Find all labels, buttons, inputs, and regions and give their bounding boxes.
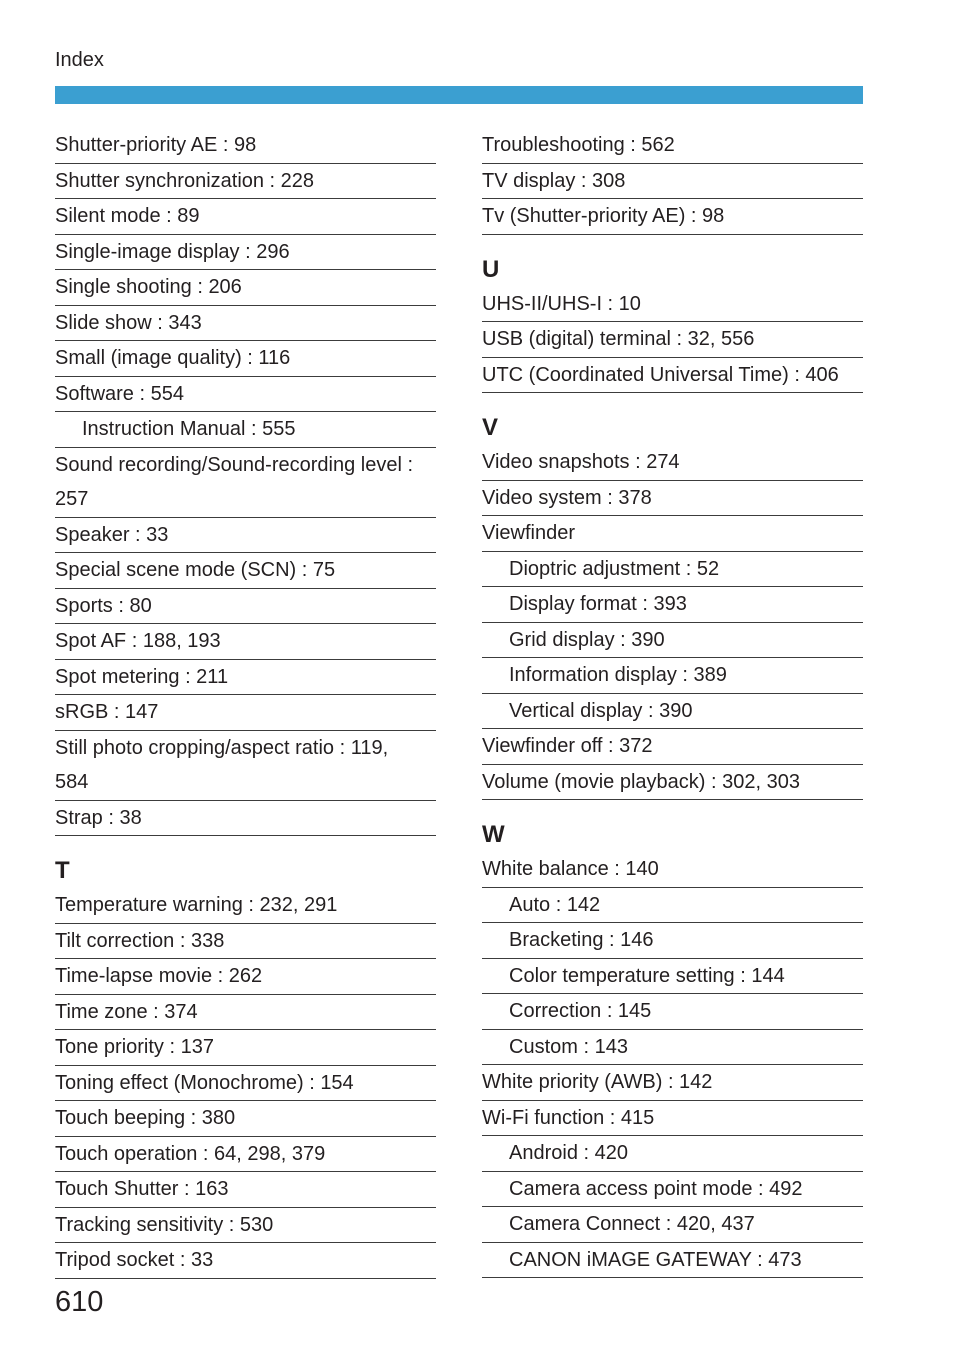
index-column-right <box>482 128 863 1278</box>
index-entry-line: Sound recording/Sound-recording level : <box>55 453 413 476</box>
index-entry: Small (image quality) : 116 <box>55 341 436 377</box>
index-entry: Wi-Fi function : 415 <box>482 1101 863 1137</box>
index-entry: White priority (AWB) : 142 <box>482 1065 863 1101</box>
index-entry: Touch Shutter : 163 <box>55 1172 436 1208</box>
index-entry: Touch beeping : 380 <box>55 1101 436 1137</box>
header-color-bar <box>55 86 863 104</box>
index-entry: UHS-II/UHS-I : 10 <box>482 287 863 323</box>
index-entry: Shutter synchronization : 228 <box>55 164 436 200</box>
index-entry: Touch operation : 64, 298, 379 <box>55 1137 436 1173</box>
index-entry: Troubleshooting : 562 <box>482 128 863 164</box>
index-subentry: Bracketing : 146 <box>482 923 863 959</box>
index-letter-heading: T <box>55 857 70 884</box>
index-subentry: Camera Connect : 420, 437 <box>482 1207 863 1243</box>
index-letter-heading: U <box>482 255 500 283</box>
index-entry: TV display : 308 <box>482 164 863 200</box>
index-entry: Spot AF : 188, 193 <box>55 624 436 660</box>
index-subentry: Camera access point mode : 492 <box>482 1172 863 1208</box>
index-subentry: Auto : 142 <box>482 888 863 924</box>
index-entry: Toning effect (Monochrome) : 154 <box>55 1066 436 1102</box>
running-header: Index <box>55 49 104 71</box>
index-entry: Viewfinder <box>482 516 863 552</box>
index-entry: Temperature warning : 232, 291 <box>55 888 436 924</box>
index-entry: Video snapshots : 274 <box>482 445 863 481</box>
index-subentry: Correction : 145 <box>482 994 863 1030</box>
index-entry: Special scene mode (SCN) : 75 <box>55 553 436 589</box>
index-entry: Spot metering : 211 <box>55 660 436 696</box>
index-entry: Silent mode : 89 <box>55 199 436 235</box>
index-entry-line: 584 <box>55 771 89 793</box>
index-subentry: Color temperature setting : 144 <box>482 959 863 995</box>
index-subentry: Vertical display : 390 <box>482 694 863 730</box>
index-subentry: Display format : 393 <box>482 587 863 623</box>
index-entry: Tracking sensitivity : 530 <box>55 1208 436 1244</box>
index-entry: Single shooting : 206 <box>55 270 436 306</box>
index-entry: Tripod socket : 33 <box>55 1243 436 1279</box>
index-entry: UTC (Coordinated Universal Time) : 406 <box>482 358 863 394</box>
index-entry: Software : 554 <box>55 377 436 413</box>
index-entry: Tilt correction : 338 <box>55 924 436 960</box>
index-subentry: Instruction Manual : 555 <box>55 412 436 448</box>
index-entry: Strap : 38 <box>55 801 436 837</box>
page-number: 610 <box>55 1286 104 1318</box>
index-entry: Tv (Shutter-priority AE) : 98 <box>482 199 863 235</box>
index-entry: White balance : 140 <box>482 852 863 888</box>
index-entry: Time zone : 374 <box>55 995 436 1031</box>
index-entry <box>55 731 436 801</box>
index-entry-line: 257 <box>55 488 89 510</box>
index-entry: USB (digital) terminal : 32, 556 <box>482 322 863 358</box>
index-subentry: CANON iMAGE GATEWAY : 473 <box>482 1243 863 1279</box>
index-subentry: Grid display : 390 <box>482 623 863 659</box>
index-subentry: Information display : 389 <box>482 658 863 694</box>
index-column-left <box>55 128 436 1279</box>
index-entry: Viewfinder off : 372 <box>482 729 863 765</box>
index-entry: sRGB : 147 <box>55 695 436 731</box>
index-entry: Time-lapse movie : 262 <box>55 959 436 995</box>
index-entry: Slide show : 343 <box>55 306 436 342</box>
index-entry: Volume (movie playback) : 302, 303 <box>482 765 863 801</box>
index-entry: Single-image display : 296 <box>55 235 436 271</box>
index-entry: Speaker : 33 <box>55 518 436 554</box>
index-entry <box>55 448 436 518</box>
index-letter-heading: V <box>482 414 499 441</box>
index-entry-line: Still photo cropping/aspect ratio : 119, <box>55 736 389 759</box>
index-subentry: Custom : 143 <box>482 1030 863 1066</box>
index-entry: Shutter-priority AE : 98 <box>55 128 436 164</box>
index-entry: Video system : 378 <box>482 481 863 517</box>
index-entry: Tone priority : 137 <box>55 1030 436 1066</box>
index-subentry: Dioptric adjustment : 52 <box>482 552 863 588</box>
index-letter-heading: W <box>482 821 505 848</box>
index-entry: Sports : 80 <box>55 589 436 625</box>
index-subentry: Android : 420 <box>482 1136 863 1172</box>
